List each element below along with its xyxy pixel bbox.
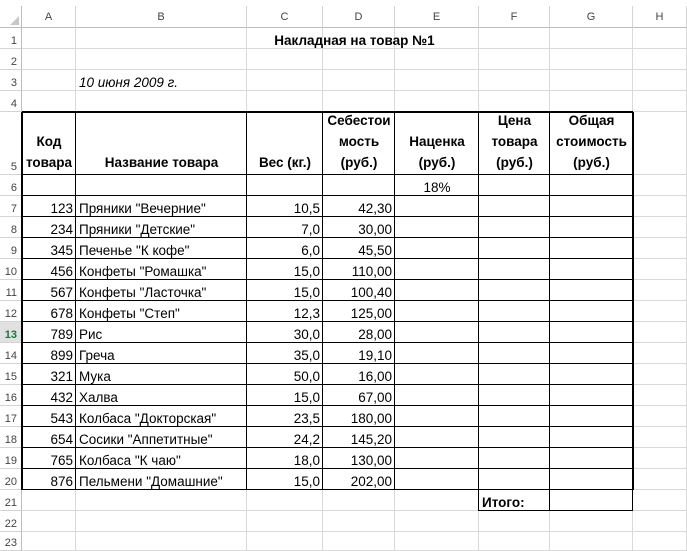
heading-line: Название товара: [104, 155, 219, 170]
total-label: Итого:: [482, 495, 525, 510]
item-code[interactable]: 234: [50, 222, 73, 237]
item-weight[interactable]: 23,5: [293, 411, 320, 426]
row-header-3[interactable]: 3: [0, 70, 22, 91]
item-weight[interactable]: 10,5: [293, 201, 320, 216]
row-header-14[interactable]: 14: [0, 343, 22, 364]
item-cost[interactable]: 202,00: [350, 474, 392, 489]
item-cost[interactable]: 145,20: [350, 432, 392, 447]
item-code[interactable]: 765: [50, 453, 73, 468]
table-border: [22, 321, 633, 322]
column-heading-price: [479, 112, 550, 175]
heading-line: Цена: [497, 113, 532, 128]
heading-line: Общая: [568, 113, 615, 128]
item-code[interactable]: 123: [50, 201, 73, 216]
column-heading-name: [76, 112, 247, 175]
item-cost[interactable]: 110,00: [351, 264, 392, 279]
item-cost[interactable]: 125,00: [350, 306, 392, 321]
heading-line: Наценка: [409, 134, 465, 149]
table-border: [22, 489, 633, 490]
item-weight[interactable]: 15,0: [293, 264, 320, 279]
row-header-1[interactable]: 1: [0, 28, 22, 49]
item-cost[interactable]: 100,40: [350, 285, 392, 300]
item-weight[interactable]: 15,0: [293, 474, 320, 489]
heading-line: стоимость: [556, 134, 627, 149]
table-border: [22, 468, 633, 469]
item-code[interactable]: 654: [50, 432, 73, 447]
item-weight[interactable]: 30,0: [293, 327, 320, 342]
column-heading-code: [22, 112, 76, 175]
item-weight[interactable]: 7,0: [301, 222, 320, 237]
item-cost[interactable]: 42,30: [358, 201, 392, 216]
heading-line: (руб.): [418, 155, 456, 170]
item-name[interactable]: Пельмени "Домашние": [79, 474, 223, 489]
item-name[interactable]: Сосики "Аппетитные": [79, 432, 213, 447]
row-header-6[interactable]: 6: [0, 175, 22, 196]
item-weight[interactable]: 12,3: [293, 306, 320, 321]
item-name[interactable]: Халва: [79, 390, 118, 405]
item-name[interactable]: Греча: [79, 348, 115, 363]
table-border: [478, 490, 479, 511]
row-header-12[interactable]: 12: [0, 301, 22, 322]
table-border: [22, 279, 633, 280]
heading-line: мость: [338, 134, 380, 149]
row-header-20[interactable]: 20: [0, 469, 22, 490]
row-header-11[interactable]: 11: [0, 280, 22, 301]
item-code[interactable]: 678: [50, 306, 73, 321]
item-cost[interactable]: 180,00: [350, 411, 392, 426]
gridline-horizontal: [22, 531, 687, 532]
item-name[interactable]: Конфеты "Ромашка": [79, 264, 207, 279]
item-weight[interactable]: 35,0: [293, 348, 320, 363]
row-header-5[interactable]: 5: [0, 112, 22, 175]
item-name[interactable]: Колбаса "Докторская": [79, 411, 217, 426]
row-header-23[interactable]: 23: [0, 532, 22, 551]
item-weight[interactable]: 18,0: [293, 453, 320, 468]
invoice-title: Накладная на товар №1: [274, 33, 435, 48]
column-header-d[interactable]: D: [323, 6, 395, 28]
item-code[interactable]: 543: [50, 411, 73, 426]
table-border: [394, 112, 395, 490]
item-name[interactable]: Конфеты "Ласточка": [79, 285, 207, 300]
table-border: [21, 112, 23, 490]
column-header-c[interactable]: C: [247, 6, 323, 28]
item-code[interactable]: 876: [50, 474, 73, 489]
table-border: [478, 112, 479, 490]
table-border: [75, 112, 76, 490]
item-code[interactable]: 321: [50, 369, 73, 384]
table-border: [22, 447, 633, 448]
item-cost[interactable]: 28,00: [358, 327, 392, 342]
heading-line: товара: [25, 155, 73, 170]
item-cost[interactable]: 30,00: [358, 222, 392, 237]
table-border: [632, 490, 633, 511]
column-header-a[interactable]: A: [22, 6, 76, 28]
item-name[interactable]: Колбаса "К чаю": [79, 453, 181, 468]
table-border: [22, 216, 633, 217]
heading-line: (руб.): [496, 155, 533, 170]
item-weight[interactable]: 24,2: [293, 432, 320, 447]
item-name[interactable]: Рис: [79, 327, 103, 342]
row-header-13[interactable]: 13: [0, 322, 22, 343]
table-border: [246, 112, 247, 490]
heading-line: Себестои: [327, 113, 391, 128]
heading-line: Вес (кг.): [258, 155, 312, 170]
item-code[interactable]: 456: [50, 264, 73, 279]
item-weight[interactable]: 50,0: [293, 369, 320, 384]
row-header-17[interactable]: 17: [0, 406, 22, 427]
item-name[interactable]: Пряники "Вечерние": [79, 201, 206, 216]
column-header-b[interactable]: B: [76, 6, 247, 28]
item-cost[interactable]: 45,50: [358, 243, 392, 258]
column-header-f[interactable]: F: [479, 6, 550, 28]
table-border: [632, 112, 634, 490]
row-header-9[interactable]: 9: [0, 238, 22, 259]
column-heading-total: [550, 112, 633, 175]
row-header-16[interactable]: 16: [0, 385, 22, 406]
row-header-18[interactable]: 18: [0, 427, 22, 448]
item-code[interactable]: 345: [50, 243, 73, 258]
item-code[interactable]: 432: [50, 390, 73, 405]
table-border: [22, 258, 633, 259]
table-border: [22, 195, 633, 196]
table-border: [549, 490, 550, 511]
item-weight[interactable]: 6,0: [301, 243, 320, 258]
heading-line: Код: [36, 134, 62, 149]
item-cost[interactable]: 67,00: [358, 390, 392, 405]
table-border: [22, 405, 633, 406]
column-header-h[interactable]: H: [633, 6, 687, 28]
select-all-corner[interactable]: [0, 6, 22, 28]
column-heading-cost: [323, 112, 395, 175]
table-border: [549, 112, 550, 490]
row-header-22[interactable]: 22: [0, 511, 22, 532]
item-code[interactable]: 789: [50, 327, 73, 342]
item-name[interactable]: Мука: [79, 369, 111, 384]
item-code[interactable]: 899: [50, 348, 73, 363]
row-header-15[interactable]: 15: [0, 364, 22, 385]
column-header-e[interactable]: E: [395, 6, 479, 28]
table-border: [22, 300, 633, 301]
item-weight[interactable]: 15,0: [293, 390, 320, 405]
table-border: [22, 111, 633, 113]
table-border: [479, 510, 633, 511]
row-header-10[interactable]: 10: [0, 259, 22, 280]
table-border: [22, 342, 633, 343]
table-border: [22, 384, 633, 385]
item-cost[interactable]: 19,10: [358, 348, 392, 363]
column-header-g[interactable]: G: [550, 6, 633, 28]
item-name[interactable]: Пряники "Детские": [79, 222, 196, 237]
heading-line: товара: [491, 134, 538, 149]
row-header-7[interactable]: 7: [0, 196, 22, 217]
table-border: [322, 112, 323, 490]
heading-line: (руб.): [573, 155, 610, 170]
table-border: [22, 174, 633, 175]
row-header-4[interactable]: 4: [0, 91, 22, 112]
table-border: [22, 363, 633, 364]
item-name[interactable]: Конфеты "Степ": [79, 306, 180, 321]
column-heading-markup: [395, 112, 479, 175]
item-weight[interactable]: 15,0: [293, 285, 320, 300]
invoice-date: 10 июня 2009 г.: [79, 75, 179, 90]
item-cost[interactable]: 130,00: [350, 453, 392, 468]
row-header-8[interactable]: 8: [0, 217, 22, 238]
table-border: [22, 237, 633, 238]
row-header-2[interactable]: 2: [0, 49, 22, 70]
column-heading-weight: [247, 112, 323, 175]
row-header-21[interactable]: 21: [0, 490, 22, 511]
heading-line: (руб.): [340, 155, 378, 170]
table-border: [22, 426, 633, 427]
item-name[interactable]: Печенье "К кофе": [79, 243, 190, 258]
item-code[interactable]: 567: [50, 285, 73, 300]
markup-percent-value[interactable]: 18%: [423, 180, 451, 195]
row-header-19[interactable]: 19: [0, 448, 22, 469]
item-cost[interactable]: 16,00: [358, 369, 392, 384]
